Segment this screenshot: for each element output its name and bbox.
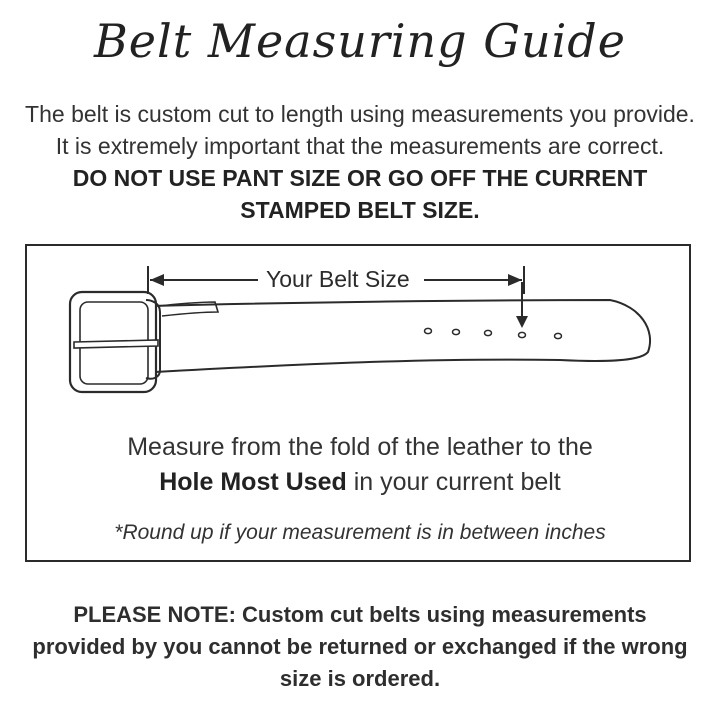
please-note-line-1: PLEASE NOTE: Custom cut belts using measurements	[73, 602, 647, 627]
belt-hole-5	[555, 333, 562, 338]
hole-most-used: Hole Most Used	[159, 468, 347, 496]
page-title: Belt Measuring Guide	[94, 14, 626, 68]
please-note-line-3: size is ordered.	[279, 666, 441, 691]
please-note	[0, 599, 720, 695]
buckle-prong	[74, 340, 158, 348]
measure-line-1: Measure from the fold of the leather to the	[127, 433, 593, 461]
left-arrowhead	[150, 274, 164, 286]
belt-hole-1	[425, 328, 432, 333]
please-note-line-2: provided by you cannot be returned or exchanged if the wrong	[32, 634, 688, 659]
intro-line-2: It is extremely important that the measurements are correct.	[55, 133, 665, 159]
intro-line-1: The belt is custom cut to length using measurements you provide.	[25, 101, 695, 127]
measure-line-2	[0, 465, 720, 500]
belt-size-label: Your Belt Size	[262, 266, 414, 293]
belt-hole-2	[453, 329, 460, 334]
right-arrowhead	[508, 274, 522, 286]
warning-line-2: STAMPED BELT SIZE.	[240, 197, 480, 223]
belt-hole-4	[519, 332, 526, 337]
warning-line-1: DO NOT USE PANT SIZE OR GO OFF THE CURRENT	[72, 165, 648, 191]
belt-hole-3	[485, 330, 492, 335]
round-up-note: *Round up if your measurement is in between inches	[114, 521, 606, 544]
belt-strap	[150, 300, 650, 372]
measure-line-2-rest: in your current belt	[346, 468, 561, 496]
measure-instructions	[0, 430, 720, 500]
